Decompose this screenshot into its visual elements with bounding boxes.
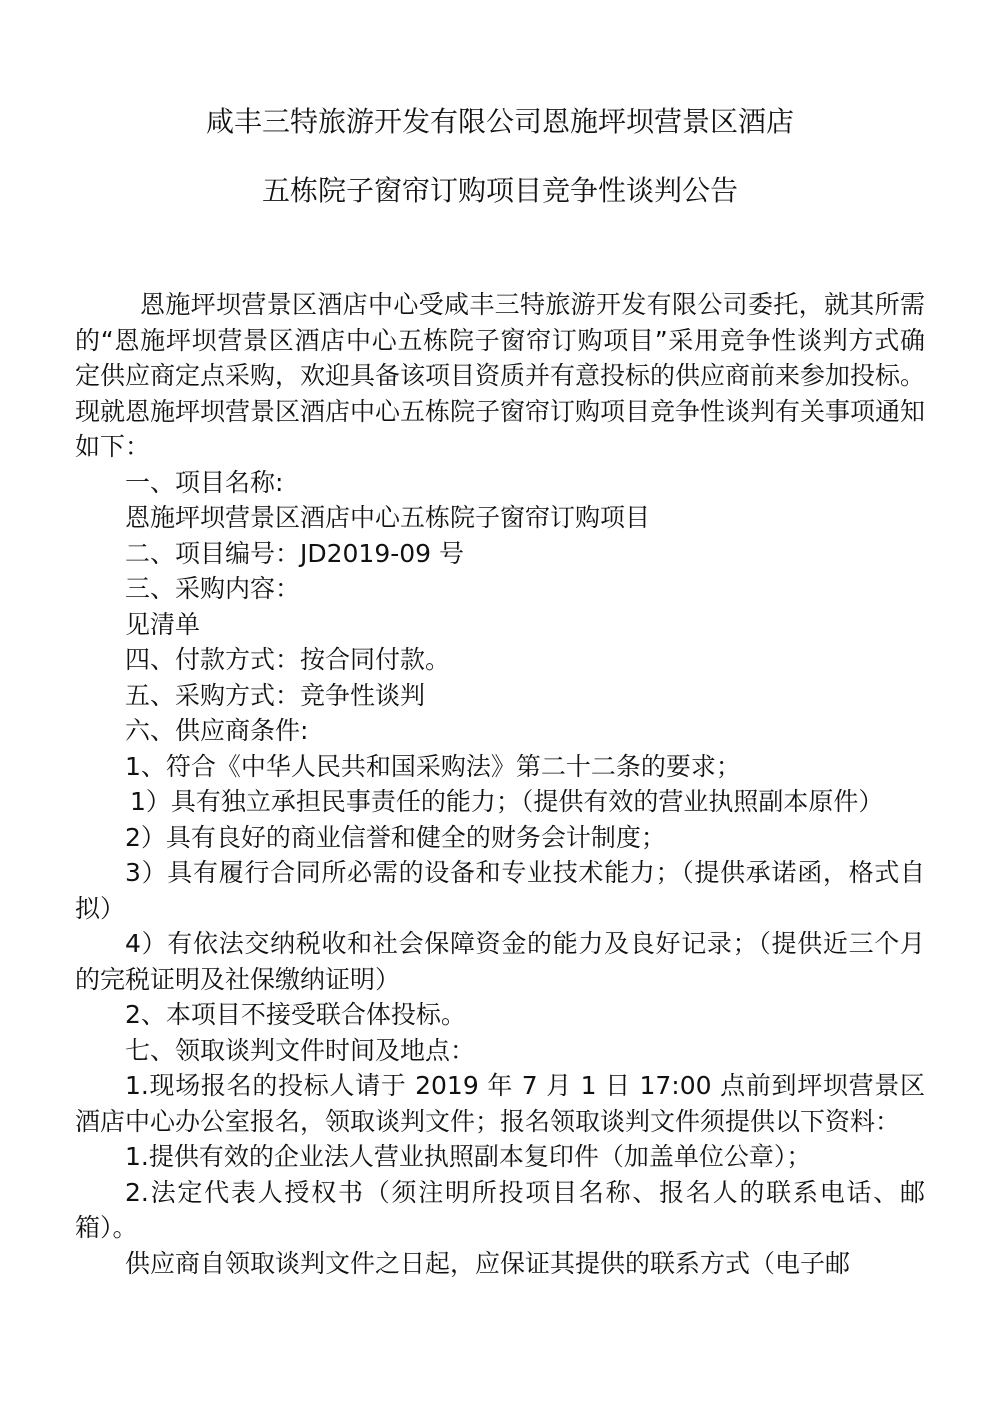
document-body bbox=[75, 287, 925, 1281]
supplier-condition-1-4: 4）有依法交纳税收和社会保障资金的能力及良好记录；（提供近三个月的完税证明及社保缴纳证明） bbox=[75, 929, 925, 994]
section-project-number: 二、项目编号：JD2019-09 号 bbox=[125, 538, 465, 568]
section-supplier-conditions-heading: 六、供应商条件: bbox=[125, 716, 309, 745]
section-procurement-method: 五、采购方式：竞争性谈判 bbox=[125, 680, 426, 710]
supplier-condition-1-1: 1）具有独立承担民事责任的能力；（提供有效的营业执照副本原件） bbox=[130, 787, 884, 816]
section-procurement-content-heading: 三、采购内容： bbox=[125, 574, 301, 603]
supplier-contact-paragraph: 供应商自领取谈判文件之日起，应保证其提供的联系方式（电子邮 bbox=[125, 1248, 851, 1278]
section-project-name-heading: 一、项目名称: bbox=[125, 467, 284, 497]
supplier-condition-1-2: 2）具有良好的商业信誉和健全的财务会计制度； bbox=[125, 822, 666, 852]
document-title-line-2: 五栋院子窗帘订购项目竞争性谈判公告 bbox=[261, 174, 738, 207]
section-payment-method: 四、付款方式：按合同付款。 bbox=[125, 645, 451, 674]
supplier-condition-2: 2、本项目不接受联合体投标。 bbox=[125, 1000, 466, 1029]
document-title-line-1: 咸丰三特旅游开发有限公司恩施坪坝营景区酒店 bbox=[205, 105, 794, 138]
document-collection-item-1: 1.现场报名的投标人请于 2019 年 7 月 1 日 17:00 点前到坪坝营景区酒店中心办公室报名，领取谈判文件；报名领取谈判文件须提供以下资料： bbox=[75, 1071, 925, 1136]
section-document-collection-heading: 七、领取谈判文件时间及地点： bbox=[125, 1035, 476, 1065]
required-material-1: 1.提供有效的企业法人营业执照副本复印件（加盖单位公章）； bbox=[125, 1142, 812, 1171]
supplier-condition-1: 1、符合《中华人民共和国采购法》第二十二条的要求； bbox=[125, 751, 741, 781]
procurement-content-value: 见清单 bbox=[125, 609, 201, 639]
intro-paragraph: 恩施坪坝营景区酒店中心受咸丰三特旅游开发有限公司委托，就其所需的“恩施坪坝营景区酒店中心五栋院子窗帘订购项目”采用竞争性谈判方式确定供应商定点采购，欢迎具备该项目资质并有意投标的供应商前来参加投标。现就恩施坪坝营景区酒店中心五栋院子窗帘订购项目竞争性谈判有关事项通知如下： bbox=[75, 290, 926, 461]
project-name-value: 恩施坪坝营景区酒店中心五栋院子窗帘订购项目 bbox=[125, 503, 651, 532]
required-material-2: 2.法定代表人授权书（须注明所投项目名称、报名人的联系电话、邮箱）。 bbox=[75, 1177, 925, 1242]
supplier-condition-1-3: 3）具有履行合同所必需的设备和专业技术能力；（提供承诺函，格式自拟） bbox=[75, 858, 925, 923]
